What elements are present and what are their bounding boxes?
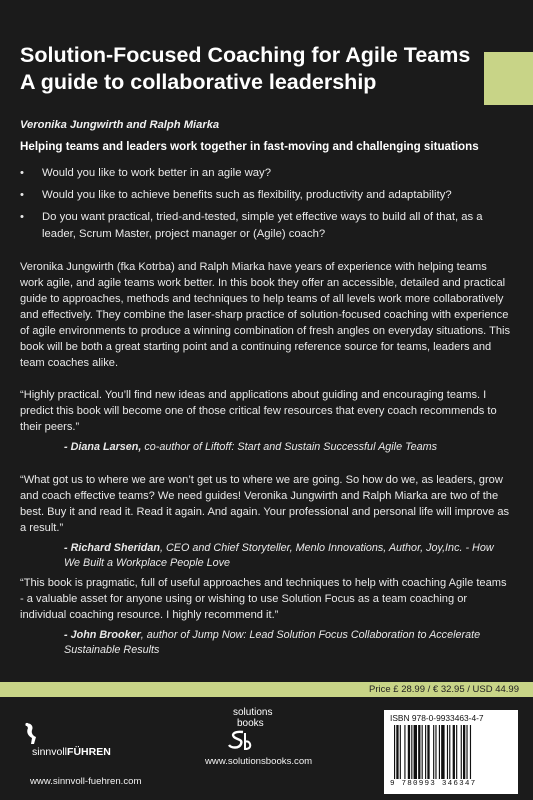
publisher-url: www.sinnvoll-fuehren.com — [30, 776, 142, 787]
barcode-bar — [470, 725, 471, 779]
brand-line-1: solutions — [233, 707, 273, 718]
barcode-bar — [425, 725, 426, 779]
barcode-bar — [408, 725, 410, 779]
title-line-2: A guide to collaborative leadership — [20, 70, 377, 94]
authors: Veronika Jungwirth and Ralph Miarka — [20, 119, 220, 131]
barcode-bar — [435, 725, 436, 779]
endorsement-attribution — [64, 440, 512, 455]
endorsement-text: “What got us to where we are won’t get us to where we are going. So how do we, as leaders, grow and coach effective teams? We need guides! Veronika Jungwirth and Ralph Miarka are two of the best. Buy it and read it. Read it again. And again. Your professional and personal life will improve as a result.” — [20, 474, 510, 534]
barcode-bar — [433, 725, 434, 779]
barcode-bar — [404, 725, 405, 779]
barcode-bar — [427, 725, 429, 779]
barcode-bar — [453, 725, 455, 779]
barcode-bar — [418, 725, 420, 779]
barcode-bar — [414, 725, 417, 779]
endorsement-text: “This book is pragmatic, full of useful approaches and techniques to help with coaching Agile teams - a valuable asset for anyone using or wishing to use Solution Focus as a team coaching or individual coaching resource. I highly recommend it.” — [20, 577, 507, 621]
barcode-bar — [396, 725, 398, 779]
endorsement-attribution — [64, 541, 512, 571]
barcode-bar — [461, 725, 462, 779]
barcode-bar — [449, 725, 450, 779]
barcode-bar — [463, 725, 465, 779]
endorser-name: - Richard Sheridan — [64, 542, 160, 554]
barcode-bar — [439, 725, 440, 779]
barcode-bar — [422, 725, 423, 779]
barcode-bar — [411, 725, 412, 779]
tagline: Helping teams and leaders work together in fast-moving and challenging situations — [20, 140, 479, 153]
barcode-bar — [466, 725, 467, 779]
sb-monogram-icon — [225, 729, 253, 753]
publisher-brand — [233, 707, 272, 729]
title-line-1: Solution-Focused Coaching for Agile Teams — [20, 43, 471, 67]
barcode-bar — [447, 725, 448, 779]
barcode-graphic — [392, 725, 510, 779]
endorsement — [20, 575, 512, 658]
barcode-bar — [400, 725, 401, 779]
book-title — [20, 42, 480, 96]
endorser-role: , author of Jump Now: Lead Solution Focus Collaboration to Accelerate Sustainable Results — [64, 629, 481, 656]
endorsement-text: “Highly practical. You’ll find new ideas and applications about guiding and encouraging teams. I predict this book will become one of those critical few resources that every coach recommends to their peers.” — [20, 389, 497, 433]
question-list — [20, 165, 510, 248]
book-description: Veronika Jungwirth (fka Kotrba) and Ralph Miarka have years of experience with helping teams work agile, and agile teams work better. In this book they offer an accessible, detailed and practical guide to approaches, methods and techniques to help teams of all levels work more collaboratively and effectively. They combine the laser-sharp practice of solution-focused coaching with experience of agile environments to produce a winning combination of fresh angles on everyday situations. This book will be both a great starting point and a continuing reference source for teams, leaders and team coaches alike. — [20, 261, 511, 369]
endorser-role: co-author of Liftoff: Start and Sustain Successful Agile Teams — [141, 441, 438, 453]
endorser-name: - John Brooker — [64, 629, 141, 641]
endorsement — [20, 472, 512, 571]
brand-line-2: books — [237, 718, 264, 729]
question-item: • Would you like to achieve benefits such as flexibility, productivity and adaptability? — [20, 187, 510, 203]
barcode-bar — [441, 725, 444, 779]
endorser-name: - Diana Larsen, — [64, 441, 142, 453]
barcode-bar — [456, 725, 457, 779]
publisher-name-light: sinnvoll — [32, 746, 68, 758]
endorsement — [20, 387, 512, 455]
price-label: Price £ 28.99 / € 32.95 / USD 44.99 — [369, 684, 519, 695]
endorser-role: , CEO and Chief Storyteller, Menlo Innovations, Author, Joy,Inc. - How We Built a Workplace People Love — [64, 542, 494, 569]
endorsement-attribution — [64, 628, 512, 658]
barcode-digits: 9 780993 346347 — [390, 780, 477, 788]
price-bar — [0, 682, 533, 697]
question-item: • Do you want practical, tried-and-tested, simple yet effective ways to build all of that, as a leader, Scrum Master, project manager or (Agile) coach? — [20, 209, 510, 241]
barcode-bar — [394, 725, 395, 779]
isbn-barcode — [384, 710, 518, 794]
bird-icon — [22, 720, 44, 746]
publisher-name-bold: FÜHREN — [67, 746, 111, 758]
accent-bar — [484, 52, 533, 105]
question-item: • Would you like to work better in an agile way? — [20, 165, 510, 181]
publisher-url: www.solutionsbooks.com — [205, 756, 313, 767]
isbn-label: ISBN 978-0-9933463-4-7 — [390, 713, 484, 723]
publisher-name — [32, 746, 111, 758]
